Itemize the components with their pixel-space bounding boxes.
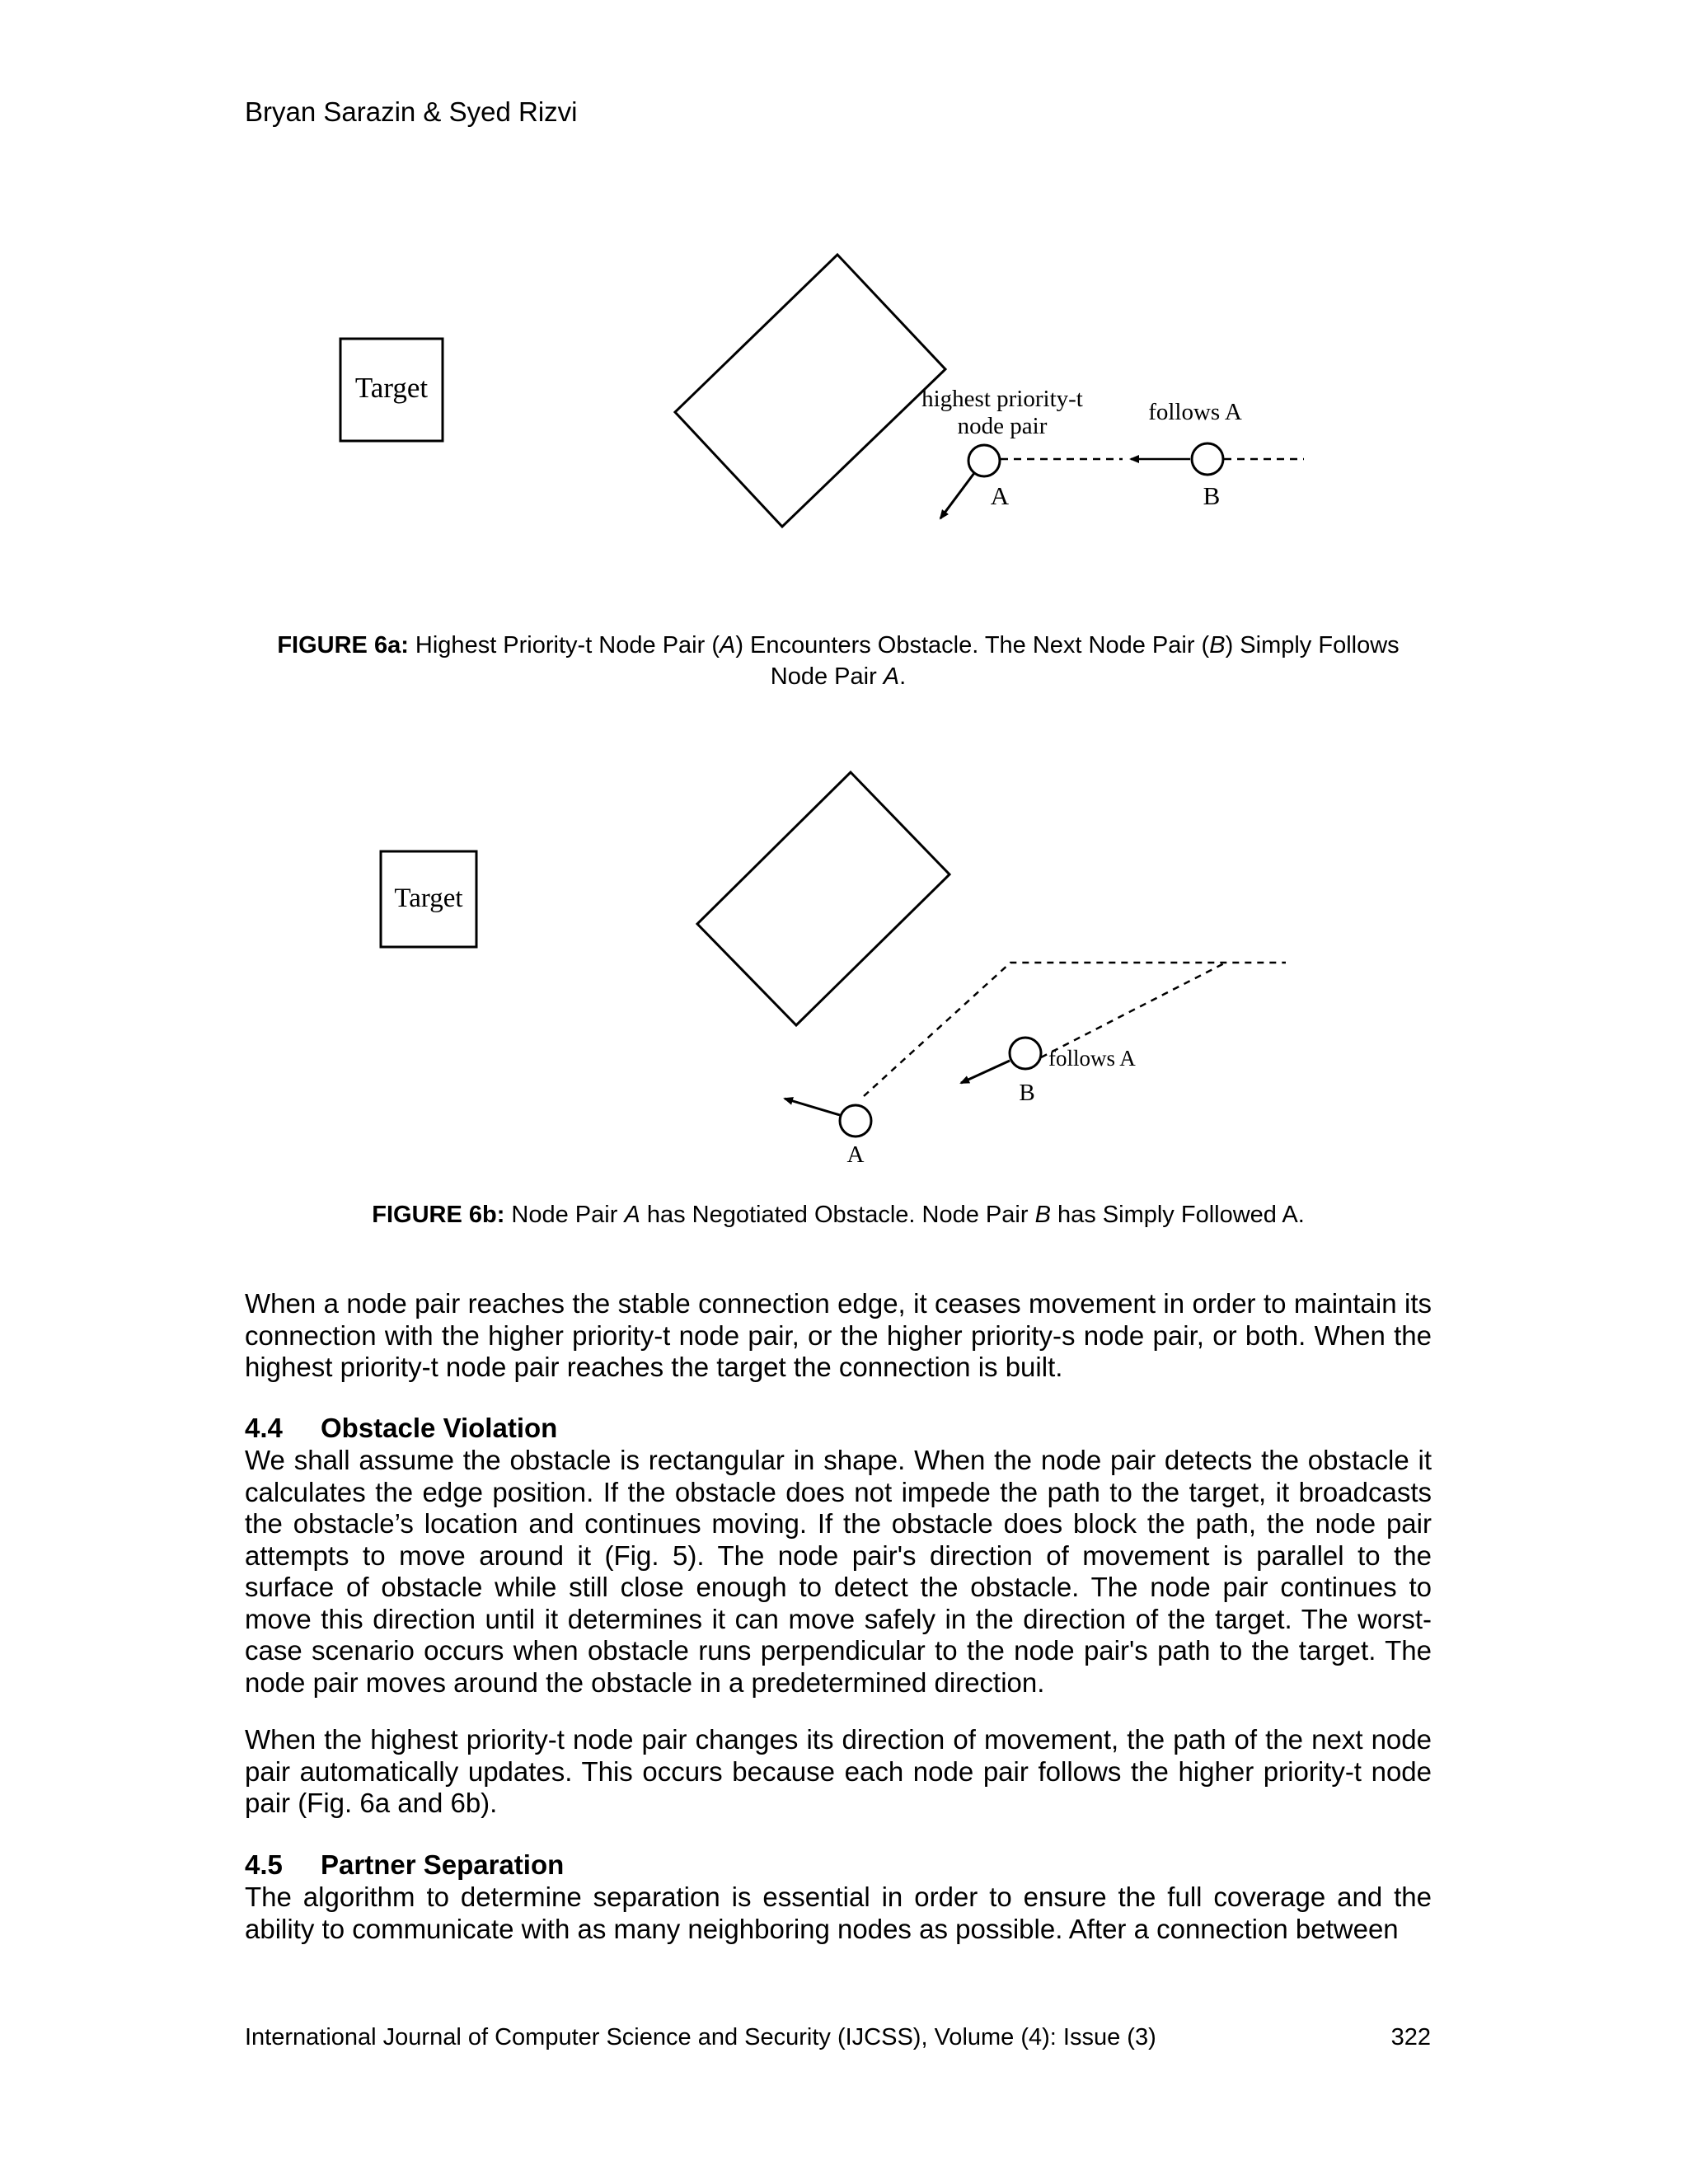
annotation-line1: highest priority-t <box>921 386 1083 412</box>
figure-6b <box>0 742 1688 1187</box>
node-a-label: A <box>990 481 1010 510</box>
caption-italic: A <box>624 1202 640 1228</box>
caption-label: FIGURE 6a: <box>277 632 409 658</box>
caption-text: Node Pair <box>770 663 884 690</box>
path-a-dashed <box>864 963 1286 1096</box>
annotation-line2: node pair <box>957 413 1048 439</box>
figure-6a-caption <box>245 630 1432 692</box>
running-head: Bryan Sarazin & Syed Rizvi <box>245 96 578 127</box>
section-heading-4-4 <box>245 1413 557 1445</box>
follows-label: follows A <box>1148 399 1242 425</box>
paragraph: The algorithm to determine separation is essential in order to ensure the full coverage and the ability to communicate with as many neighboring nodes as possible. After a connection between <box>245 1882 1432 1944</box>
caption-text: has Simply Followed A. <box>1050 1202 1305 1228</box>
node-a-direction-arrow <box>940 473 974 518</box>
figure-6a <box>0 0 1688 626</box>
node-a-label: A <box>846 1141 865 1168</box>
node-a <box>968 445 1000 476</box>
paragraph: When the highest priority-t node pair changes its direction of movement, the path of the next node pair automatically updates. This occurs because each node pair follows the higher priority-t node pair (Fig. 6a and 6b). <box>245 1724 1432 1818</box>
node-b-label: B <box>1203 481 1221 510</box>
caption-italic: A <box>883 663 900 690</box>
caption-text: has Negotiated Obstacle. Node Pair <box>640 1202 1035 1228</box>
obstacle <box>697 772 950 1025</box>
section-heading-4-5 <box>245 1849 564 1882</box>
node-b <box>1192 443 1223 475</box>
caption-text: Highest Priority-t Node Pair ( <box>415 632 720 658</box>
section-number: 4.5 <box>245 1849 283 1880</box>
node-a <box>840 1105 871 1137</box>
footer-journal: International Journal of Computer Science and Security (IJCSS), Volume (4): Issue (3) <box>245 2024 1156 2050</box>
caption-label: FIGURE 6b: <box>372 1202 505 1228</box>
node-b-label: B <box>1019 1080 1035 1106</box>
node-b-direction-arrow <box>961 1061 1010 1083</box>
path-b-dashed <box>1041 963 1226 1057</box>
section-number: 4.4 <box>245 1413 283 1443</box>
follows-label: follows A <box>1048 1046 1136 1071</box>
caption-italic: B <box>1209 632 1226 658</box>
section-title: Partner Separation <box>321 1849 565 1880</box>
caption-text: Node Pair <box>511 1202 625 1228</box>
caption-text: ) Encounters Obstacle. The Next Node Pair ( <box>735 632 1210 658</box>
target-label: Target <box>354 372 429 404</box>
paragraph: We shall assume the obstacle is rectangular in shape. When the node pair detects the obstacle it calculates the edge position. If the obstacle does not impede the path to the target, it broadcasts the obstacle’s location and continues moving. If the obstacle does block the path, the node pair attempts to move around it (Fig. 5). The node pair's direction of movement is parallel to the surface of obstacle while still close enough to detect the obstacle. The node pair continues to move this direction until it determines it can move safely in the direction of the target. The worst-case scenario occurs when obstacle runs perpendicular to the node pair's path to the target. The node pair moves around the obstacle in a predetermined direction. <box>245 1445 1432 1698</box>
section-title: Obstacle Violation <box>321 1413 558 1443</box>
caption-italic: A <box>719 632 736 658</box>
node-b <box>1010 1038 1041 1069</box>
caption-text: ) Simply Follows <box>1225 632 1400 658</box>
figure-6a-diagram <box>0 0 1688 626</box>
obstacle <box>675 255 945 527</box>
caption-text: . <box>899 663 907 690</box>
paragraph: When a node pair reaches the stable connection edge, it ceases movement in order to maintain its connection with the higher priority-t node pair, or the higher priority-s node pair, or both. When the highest priority-t node pair reaches the target the connection is built. <box>245 1288 1432 1382</box>
caption-italic: B <box>1034 1202 1051 1228</box>
target-label: Target <box>394 883 463 913</box>
figure-6b-diagram <box>0 742 1688 1187</box>
page-number: 322 <box>1390 2024 1431 2050</box>
node-a-direction-arrow <box>785 1099 840 1115</box>
figure-6b-caption <box>245 1199 1432 1230</box>
